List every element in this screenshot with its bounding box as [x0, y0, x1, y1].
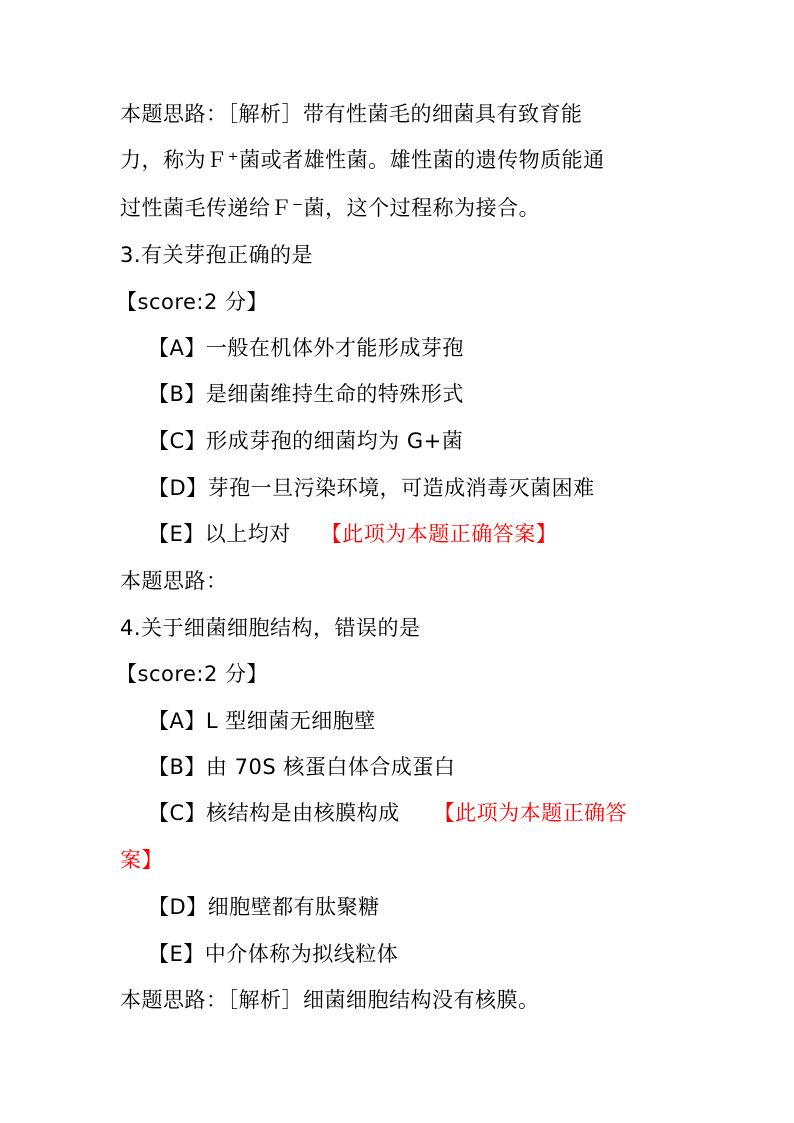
q3-option-a [148, 334, 464, 362]
option-text: 一般在机体外才能形成芽孢 [205, 336, 464, 360]
q4-option-a [148, 707, 376, 735]
option-label: 【A】 [148, 709, 206, 733]
option-text: 形成芽孢的细菌均为 G+菌 [206, 429, 464, 453]
option-label: 【D】 [148, 895, 208, 919]
q4-option-e [148, 940, 398, 968]
option-label: 【E】 [148, 942, 205, 966]
option-text: 芽孢一旦污染环境，可造成消毒灭菌困难 [207, 476, 595, 500]
option-text: 细胞壁都有肽聚糖 [207, 895, 380, 919]
q4-question: 4.关于细菌细胞结构，错误的是 [120, 616, 421, 640]
q3-option-b [148, 380, 464, 408]
option-text: 是细菌维持生命的特殊形式 [205, 382, 464, 406]
option-text: 核结构是由核膜构成 [206, 801, 400, 825]
q4-thinking: 本题思路：［解析］细菌细胞结构没有核膜。 [120, 988, 540, 1012]
q2-thinking-line-1: 本题思路：［解析］带有性菌毛的细菌具有致育能 [120, 102, 583, 126]
q3-score: 【score:2 分】 [116, 290, 269, 314]
q3-question: 3.有关芽孢正确的是 [120, 243, 314, 267]
q2-thinking-line-3: 过性菌毛传递给Ｆ⁻菌，这个过程称为接合。 [120, 196, 541, 220]
option-label: 【C】 [148, 429, 207, 453]
q3-option-e [148, 520, 557, 548]
option-label: 【E】 [148, 522, 205, 546]
q4-score: 【score:2 分】 [116, 662, 269, 686]
correct-answer-mark: 【此项为本题正确答案】 [320, 522, 558, 546]
option-text: 由 70S 核蛋白体合成蛋白 [205, 755, 456, 779]
correct-answer-mark-continued: 案】 [120, 848, 163, 872]
q4-option-c [148, 799, 627, 827]
q3-option-d [148, 474, 595, 502]
option-text: 中介体称为拟线粒体 [204, 942, 399, 966]
option-label: 【A】 [148, 336, 206, 360]
q4-option-d [148, 893, 380, 921]
q3-option-c [148, 427, 463, 455]
option-label: 【B】 [148, 382, 206, 406]
q2-thinking-line-2: 力，称为Ｆ⁺菌或者雄性菌。雄性菌的遗传物质能通 [120, 148, 605, 172]
option-label: 【C】 [148, 801, 207, 825]
option-text: L 型细菌无细胞壁 [205, 709, 376, 733]
option-label: 【B】 [148, 755, 206, 779]
q3-thinking: 本题思路： [120, 569, 228, 593]
option-text: 以上均对 [204, 522, 291, 546]
correct-answer-mark: 【此项为本题正确答 [433, 801, 628, 825]
option-label: 【D】 [148, 476, 208, 500]
q4-option-b [148, 753, 455, 781]
